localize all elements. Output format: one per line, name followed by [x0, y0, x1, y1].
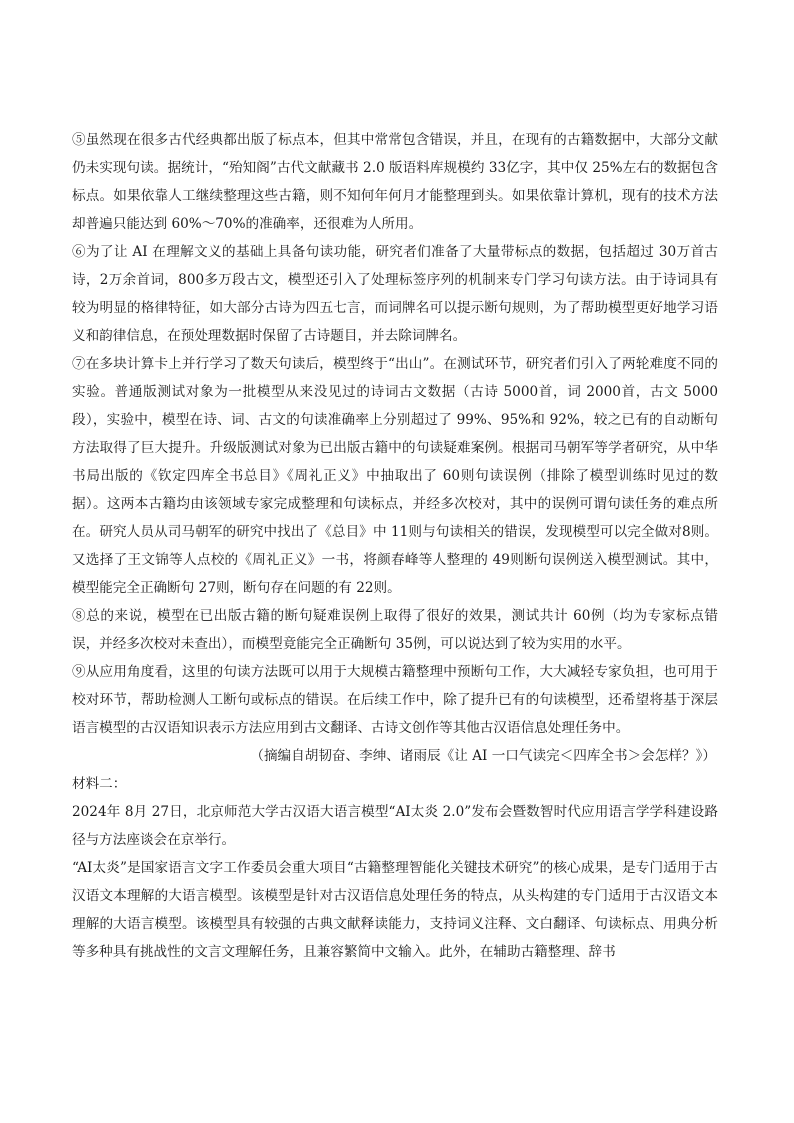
source-citation: （摘编自胡韧奋、李绅、诸雨辰《让 AI 一口气读完＜四库全书＞会怎样？》）	[250, 748, 716, 764]
paragraph-9: ⑨从应用角度看，这里的句读方法既可以用于大规模古籍整理中预断句工作，大大减轻专家负担，也可用于校对环节，帮助检测人工断句或标点的错误。在后续工作中，除了提升已有的句读模型，还希望将基于深层语言模型的古汉语知识表示方法应用到古文翻译、古诗文创作等其他古汉语信息处理任务中。	[72, 664, 718, 736]
material-two-paragraph-1: 2024年 8月 27日，北京师范大学古汉语大语言模型“AI太炎 2.0”发布会暨数智时代应用语言学学科建设路径与方法座谈会在京举行。	[72, 804, 718, 848]
material-two-paragraph-2: “AI太炎”是国家语言文字工作委员会重大项目“古籍整理智能化关键技术研究”的核心成果，是专门适用于古汉语文本理解的大语言模型。该模型是针对古汉语信息处理任务的特点，从头构建的专门适用于古汉语文本理解的大语言模型。该模型具有较强的古典文献释读能力，支持词义注释、文白翻译、句读标点、用典分析等多种具有挑战性的文言文理解任务，且兼容繁简中文输入。此外，在辅助古籍整理、辞书	[72, 860, 718, 960]
paragraph-7: ⑦在多块计算卡上并行学习了数天句读后，模型终于“出山”。在测试环节，研究者们引入了两轮难度不同的实验。普通版测试对象为一批模型从来没见过的诗词古文数据（古诗 5000首，词 2000首，古文 5000段），实验中，模型在诗、词、古文的句读准确率上分别超过了 99%、95%和 92%，较之已有的自动断句方法取得了巨大提升。升级版测试对象为已出版古籍中的句读疑难案例。根据司马朝军等学者研究，从中华书局出版的《钦定四库全书总目》《周礼正义》中抽取出了 60则句读误例（排除了模型训练时见过的数据）。这两本古籍均由该领域专家完成整理和句读标点，并经多次校对，其中的误例可谓句读任务的难点所在。研究人员从司马朝军的研究中找出了《总目》中 11则与句读相关的错误，发现模型可以完全做对8则。又选择了王文锦等人点校的《周礼正义》一书，将颜春峰等人整理的 49则断句误例送入模型测试。其中，模型能完全正确断句 27则，断句存在问题的有 22则。	[72, 356, 718, 596]
paragraph-8: ⑧总的来说，模型在已出版古籍的断句疑难误例上取得了很好的效果，测试共计 60例（均为专家标点错误，并经多次校对未查出），而模型竟能完全正确断句 35例，可以说达到了较为实用的水平。	[72, 608, 718, 652]
material-two-heading: 材料二：	[72, 776, 127, 792]
paragraph-6: ⑥为了让 AI 在理解文义的基础上具备句读功能，研究者们准备了大量带标点的数据，包括超过 30万首古诗，2万余首词，800多万段古文，模型还引入了处理标签序列的机制来专门学习句读方法。由于诗词具有较为明显的格律特征，如大部分古诗为四五七言，而词牌名可以提示断句规则，为了帮助模型更好地学习语义和韵律信息，在预处理数据时保留了古诗题目，并去除词牌名。	[72, 244, 718, 344]
paragraph-5: ⑤虽然现在很多古代经典都出版了标点本，但其中常常包含错误，并且，在现有的古籍数据中，大部分文献仍未实现句读。据统计，“殆知阁”古代文献藏书 2.0 版语料库规模约 33亿字，其中仅 25%左右的数据包含标点。如果依靠人工继续整理这些古籍，则不知何年何月才能整理到头。如果依靠计算机，现有的技术方法却普遍只能达到 60%～70%的准确率，还很难为人所用。	[72, 132, 718, 232]
document-page	[72, 126, 718, 966]
